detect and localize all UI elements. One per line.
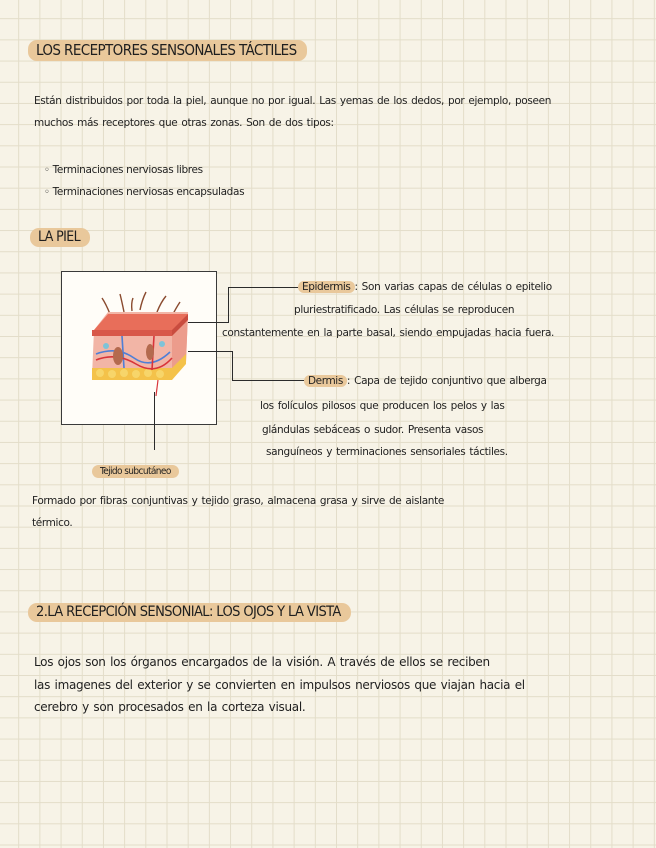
dermis-connector: [188, 351, 232, 352]
paragraph-line: térmico.: [32, 517, 73, 529]
epidermis-connector: [228, 287, 298, 288]
paragraph-line: muchos más receptores que otras zonas. Son de dos tipos:: [34, 117, 334, 129]
skin-diagram-frame: [61, 271, 217, 425]
epidermis-connector: [228, 287, 229, 323]
epidermis-description: constantemente en la parte basal, siendo empujadas hacia fuera.: [222, 327, 555, 339]
dermis-description: sanguíneos y terminaciones sensoriales táctiles.: [266, 446, 508, 458]
section-title-piel: LA PIEL: [30, 228, 90, 247]
epidermis-text-line1: [298, 276, 552, 298]
paragraph-line: Los ojos son los órganos encargados de la visión. A través de ellos se reciben: [34, 655, 490, 669]
dermis-text-line1: [304, 370, 547, 392]
subcutaneo-label: Tejido subcutáneo: [92, 465, 179, 478]
dermis-connector: [232, 380, 304, 381]
section-title-receptores: LOS RECEPTORES SENSONALES TÁCTILES: [28, 40, 307, 61]
epidermis-description: pluriestratificado. Las células se reproducen: [294, 304, 515, 316]
paragraph-line: las imagenes del exterior y se convierten en impulsos nerviosos que viajan hacia el: [34, 677, 525, 692]
paragraph-line: cerebro y son procesados en la corteza visual.: [34, 700, 306, 714]
receptor-types-list: [44, 159, 244, 203]
dermis-label: Dermis: [304, 375, 347, 387]
intro-paragraph: [34, 90, 644, 134]
list-item: ◦ Terminaciones nerviosas encapsuladas: [44, 181, 244, 203]
subcutaneo-connector: [154, 392, 155, 450]
paragraph-line: Están distribuidos por toda la piel, aunque no por igual. Las yemas de los dedos, por ejemplo, poseen: [34, 95, 552, 107]
epidermis-description: : Son varias capas de células o epitelio: [354, 281, 552, 293]
dermis-description: : Capa de tejido conjuntivo que alberga: [346, 375, 547, 387]
epidermis-label: Epidermis: [298, 281, 355, 293]
vision-paragraph: [34, 651, 649, 719]
skin-cross-section-illustration: [62, 272, 216, 424]
dermis-connector: [232, 351, 233, 381]
list-item: ◦ Terminaciones nerviosas libres: [44, 159, 244, 181]
dermis-description: glándulas sebáceas o sudor. Presenta vasos: [262, 424, 484, 436]
paragraph-line: Formado por fibras conjuntivas y tejido graso, almacena grasa y sirve de aislante: [32, 495, 444, 507]
section-title-vista: 2.LA RECEPCIÓN SENSONIAL: LOS OJOS Y LA VISTA: [28, 603, 351, 622]
subcutaneo-paragraph: [32, 490, 642, 534]
dermis-description: los folículos pilosos que producen los pelos y las: [260, 400, 505, 412]
